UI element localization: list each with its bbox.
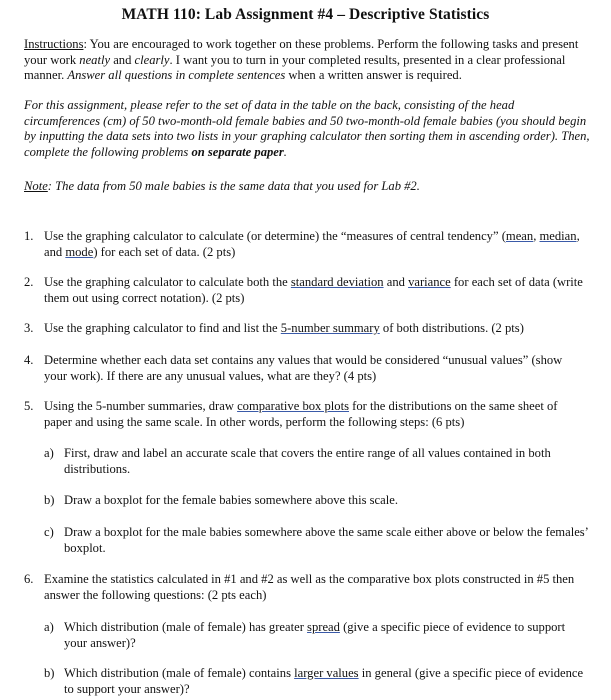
note-paragraph	[24, 179, 590, 195]
item-3-5-number-summary: 5-number summary	[280, 321, 380, 335]
item-5	[44, 399, 588, 430]
sub5-item-c: Draw a boxplot for the male babies somewhere above the same scale either above or below the females’ boxplot.	[64, 525, 588, 555]
item-6-text: Examine the statistics calculated in #1 and #2 as well as the comparative box plots constructed in #5 then answer the following questions: (2 pts each)	[44, 572, 575, 602]
item-number-1: 1.	[24, 229, 34, 243]
item-number-4: 4.	[24, 353, 34, 367]
sub6-b-text-a: Which distribution (male of female) contains	[64, 666, 295, 680]
item-3-text-a: Use the graphing calculator to find and list the	[44, 321, 281, 335]
sub6-a-spread: spread	[307, 620, 340, 634]
sub6-item-b	[64, 666, 588, 697]
item-1-mode: mode	[65, 244, 94, 259]
item-2	[44, 275, 588, 306]
instructions-paragraph	[24, 37, 590, 84]
item-1-text-a: Use the graphing calculator to calculate (or determine) the “measures of central tendency” (	[44, 229, 506, 243]
item-4-text: Determine whether each data set contains any values that would be considered “unusual values” (show your work). If there are any unusual values, what are they? (4 pts)	[44, 353, 563, 383]
item-number-5: 5.	[24, 399, 34, 413]
note-text: : The data from 50 male babies is the same data that you used for Lab #2.	[47, 179, 420, 193]
sub5-number-a: a)	[44, 446, 54, 460]
sub5-item-a: First, draw and label an accurate scale that covers the entire range of all values contained in both distributions.	[64, 446, 551, 476]
note-label: Note	[24, 179, 48, 193]
instructions-text-3: . I want you to turn in your completed results, presented in a clear professional manner.	[24, 52, 566, 82]
page-title: MATH 110: Lab Assignment #4 – Descriptive Statistics	[121, 6, 490, 23]
sub6-number-a: a)	[44, 620, 54, 634]
instructions-text-4: when a written answer is required.	[285, 68, 462, 82]
sub6-b-larger-values: larger values	[294, 666, 359, 680]
item-3	[44, 321, 588, 337]
item-number-3: 3.	[24, 321, 34, 335]
item-5-text-a: Using the 5-number summaries, draw	[44, 399, 238, 413]
sub6-a-text-a: Which distribution (male of female) has greater	[64, 620, 308, 634]
item-1-text-d: ) for each set of data. (2 pts)	[93, 244, 236, 259]
item-2-standard-deviation: standard deviation	[290, 275, 384, 289]
assignment-paragraph	[24, 98, 590, 160]
assignment-bold: on separate paper	[191, 144, 284, 159]
item-2-text-b: and	[383, 275, 409, 289]
sub6-number-b: b)	[44, 666, 55, 680]
item-2-variance: variance	[408, 275, 451, 289]
instructions-text-2: and	[110, 52, 135, 67]
sub5-number-c: c)	[44, 525, 54, 539]
item-2-text-a: Use the graphing calculator to calculate both the	[44, 275, 291, 289]
item-1-text-c: , and	[44, 229, 580, 259]
item-1-median: median	[539, 229, 577, 243]
item-4	[44, 353, 588, 384]
sub5-number-b: b)	[44, 493, 55, 507]
sub6-b-text-b: in general (give a specific piece of evidence to support your answer)?	[64, 666, 584, 696]
assignment-text-2: .	[283, 144, 287, 159]
assignment-text-1: For this assignment, please refer to the set of data in the table on the back, consisting of the head circumferences (cm) of 50 two-month-old female babies and 50 two-month-old female babies (you should begin by inputting the data sets into two lists in your graphing calculator then sorting them in ascending order). Then, complete the following problems	[24, 98, 590, 159]
instructions-text-1: : You are encouraged to work together on these problems. Perform the following tasks and present your work	[24, 37, 579, 67]
instructions-label: Instructions	[24, 37, 84, 51]
instructions-neatly: neatly	[79, 52, 111, 67]
item-1	[44, 229, 588, 260]
sub5-item-b: Draw a boxplot for the female babies somewhere above this scale.	[64, 493, 398, 507]
item-5-text-b: for the distributions on the same sheet of paper and using the same scale. In other words, perform the following steps: (6 pts)	[44, 399, 558, 429]
item-3-text-b: of both distributions. (2 pts)	[379, 321, 524, 335]
item-1-text-b: ,	[533, 229, 540, 243]
item-2-text-c: for each set of data (write them out using correct notation). (2 pts)	[44, 275, 583, 305]
item-6	[44, 572, 588, 603]
item-number-2: 2.	[24, 275, 34, 289]
instructions-italic: Answer all questions in complete sentences	[67, 68, 286, 82]
instructions-clearly: clearly	[134, 52, 170, 67]
item-number-6: 6.	[24, 572, 34, 586]
item-1-mean: mean	[505, 229, 534, 243]
item-5-comparative-box-plots: comparative box plots	[237, 399, 349, 413]
sub6-item-a	[64, 620, 588, 651]
sub6-a-text-b: (give a specific piece of evidence to support your answer)?	[64, 620, 566, 650]
